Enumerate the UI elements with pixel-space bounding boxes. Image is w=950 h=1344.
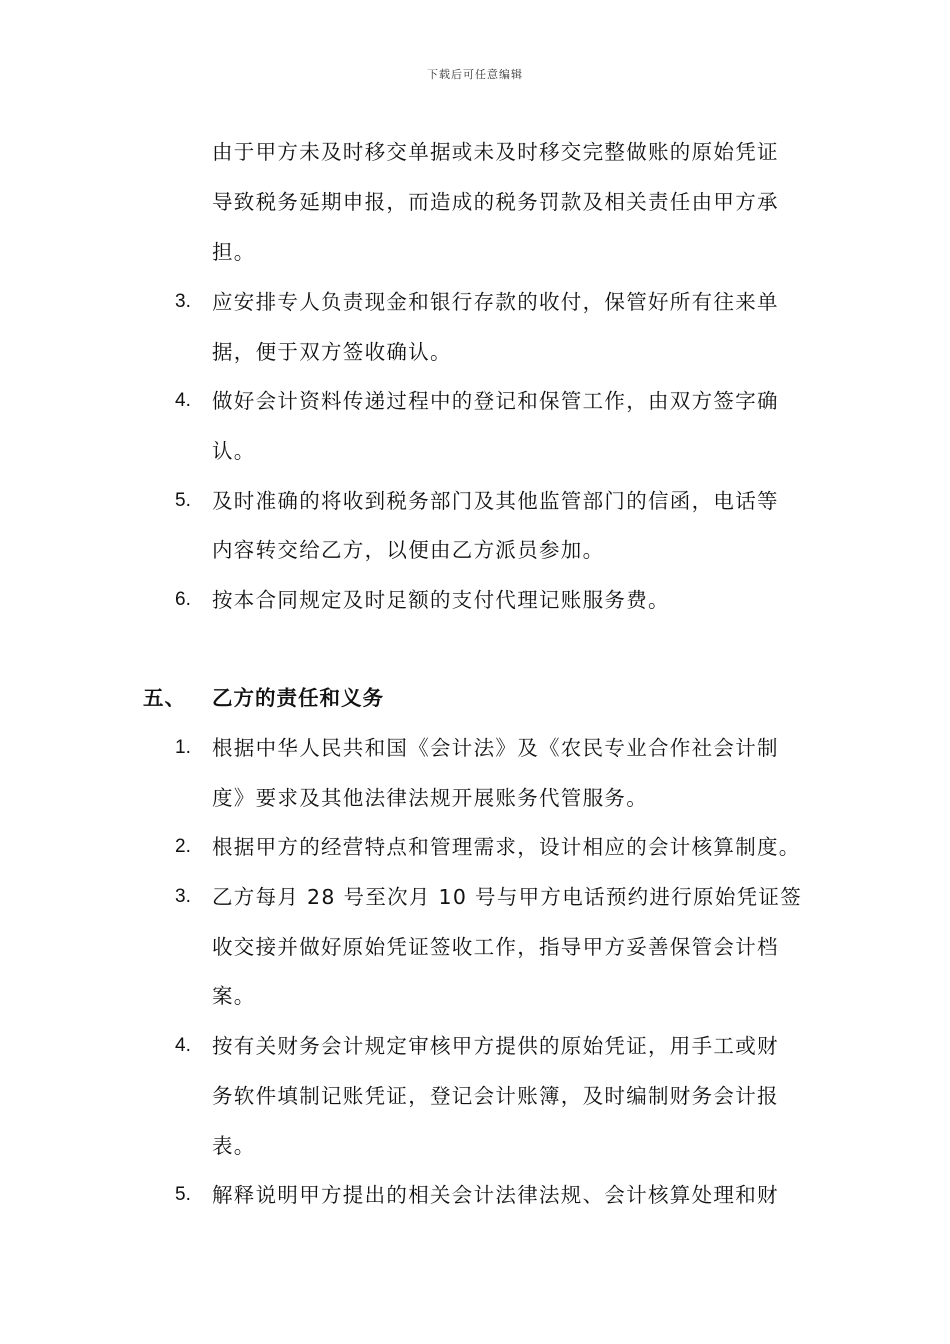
list-item-text: 内容转交给乙方，以便由乙方派员参加。 — [212, 538, 605, 562]
list-item — [0, 880, 950, 914]
list-item-text: 根据甲方的经营特点和管理需求，设计相应的会计核算制度。 — [212, 835, 801, 859]
list-item-text: 做好会计资料传递过程中的登记和保管工作，由双方签字确 — [212, 389, 779, 413]
list-number: 3. — [175, 291, 191, 312]
list-number: 3. — [175, 886, 191, 907]
list-item-continuation — [0, 930, 950, 964]
paragraph-line — [0, 235, 950, 269]
paragraph-text: 由于甲方未及时移交单据或未及时移交完整做账的原始凭证 — [212, 140, 779, 164]
list-item — [0, 1178, 950, 1212]
list-item-text: 根据中华人民共和国《会计法》及《农民专业合作社会计制 — [212, 736, 779, 760]
list-item-continuation — [0, 434, 950, 468]
list-item-text: 收交接并做好原始凭证签收工作，指导甲方妥善保管会计档 — [212, 935, 779, 959]
list-item-continuation — [0, 1129, 950, 1163]
paragraph-text: 导致税务延期申报，而造成的税务罚款及相关责任由甲方承 — [212, 190, 779, 214]
list-number: 4. — [175, 1035, 191, 1056]
list-item — [0, 384, 950, 418]
list-item-text: 表。 — [212, 1134, 256, 1158]
list-number: 2. — [175, 836, 191, 857]
list-item-text: 按有关财务会计规定审核甲方提供的原始凭证，用手工或财 — [212, 1034, 779, 1058]
paragraph-line — [0, 185, 950, 219]
list-item-text: 及时准确的将收到税务部门及其他监管部门的信函，电话等 — [212, 489, 779, 513]
list-item — [0, 731, 950, 765]
list-number: 5. — [175, 490, 191, 511]
list-item — [0, 285, 950, 319]
list-number: 6. — [175, 589, 191, 610]
section-heading — [0, 681, 950, 715]
list-item-text: 务软件填制记账凭证，登记会计账簿，及时编制财务会计报 — [212, 1084, 779, 1108]
section-number: 五、 — [143, 686, 186, 710]
list-item-continuation — [0, 781, 950, 815]
list-item-text: 解释说明甲方提出的相关会计法律法规、会计核算处理和财 — [212, 1183, 779, 1207]
header-note: 下载后可任意编辑 — [427, 68, 523, 81]
list-item-continuation — [0, 1079, 950, 1113]
section-title: 乙方的责任和义务 — [212, 686, 384, 710]
list-item-text: 应安排专人负责现金和银行存款的收付，保管好所有往来单 — [212, 290, 779, 314]
list-item-text: 认。 — [212, 439, 256, 463]
list-item-continuation — [0, 335, 950, 369]
list-number: 5. — [175, 1184, 191, 1205]
list-number: 1. — [175, 737, 191, 758]
list-item — [0, 830, 950, 864]
paragraph-line — [0, 135, 950, 169]
list-item-text: 度》要求及其他法律法规开展账务代管服务。 — [212, 786, 648, 810]
list-item-text: 据，便于双方签收确认。 — [212, 340, 452, 364]
paragraph-text: 担。 — [212, 240, 256, 264]
list-number: 4. — [175, 390, 191, 411]
list-item-continuation — [0, 979, 950, 1013]
list-item — [0, 1029, 950, 1063]
list-item — [0, 484, 950, 518]
list-item — [0, 583, 950, 617]
list-item-text: 按本合同规定及时足额的支付代理记账服务费。 — [212, 588, 670, 612]
list-item-text: 案。 — [212, 984, 256, 1008]
list-item-text: 乙方每月 28 号至次月 10 号与甲方电话预约进行原始凭证签 — [212, 885, 803, 909]
list-item-continuation — [0, 533, 950, 567]
